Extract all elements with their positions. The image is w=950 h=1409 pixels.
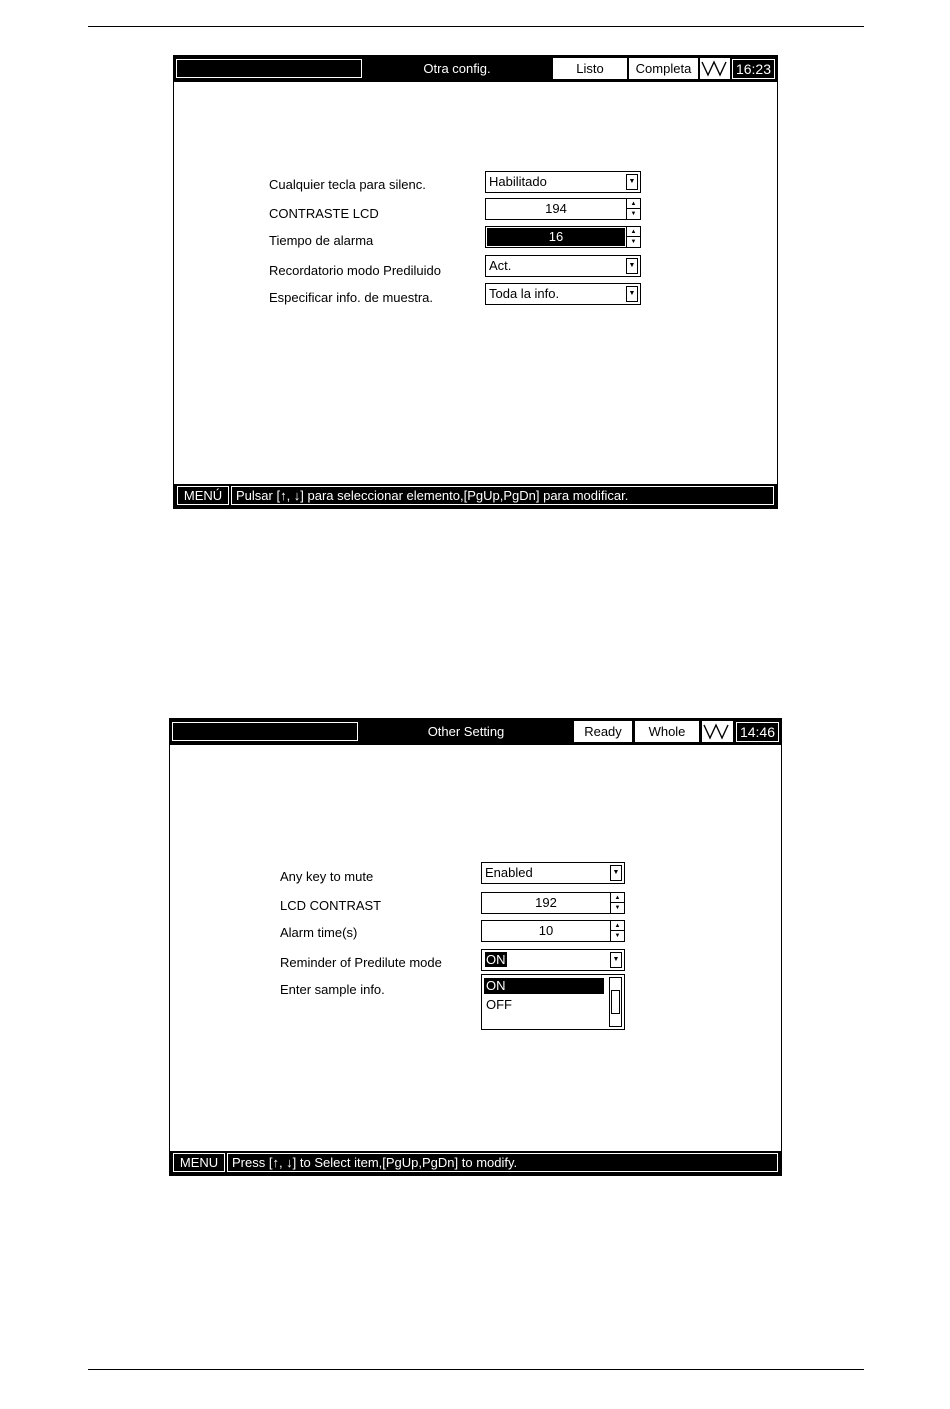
sample-info-select[interactable]: Toda la info. ▼ [485,283,641,305]
predilute-options-list[interactable] [481,974,625,1030]
label-predilute-reminder: Recordatorio modo Prediluido [269,263,441,278]
label-alarm-time: Tiempo de alarma [269,233,374,248]
label-any-key-mute: Any key to mute [280,869,374,884]
alarm-time-spinbox[interactable]: 16 ▲ ▼ [485,226,641,248]
predilute-reminder-select[interactable] [481,949,625,971]
label-lcd-contrast: CONTRASTE LCD [269,206,379,221]
page-top-rule [88,26,864,27]
hint-text: Press [↑, ↓] to Select item,[PgUp,PgDn] to modify. [227,1153,778,1172]
status-ready: Listo [553,58,627,79]
title-left-panel [176,59,362,78]
hint-text: Pulsar [↑, ↓] para seleccionar elemento,[PgUp,PgDn] para modificar. [231,486,774,505]
title-left-panel [172,722,358,741]
status-bar [170,1151,781,1175]
spin-buttons[interactable] [626,227,640,247]
any-key-mute-select[interactable]: Enabled ▼ [481,862,625,884]
screen-title: Other Setting [427,724,505,739]
label-sample-info: Especificar info. de muestra. [269,290,434,305]
status-mode: Whole [635,721,699,742]
dropdown-scrollbar[interactable] [609,977,622,1027]
label-sample-info: Enter sample info. [280,982,385,997]
screen-title: Otra config. [423,61,491,76]
label-alarm-time: Alarm time(s) [280,925,358,940]
lcd-contrast-spinbox[interactable]: 192 ▲ ▼ [481,892,625,914]
label-predilute-reminder: Reminder of Predilute mode [280,955,442,970]
arrow-up-icon[interactable]: ▲ [627,227,640,237]
settings-screen-spanish [173,55,778,509]
spin-buttons[interactable] [610,921,624,941]
chevron-down-icon[interactable]: ▼ [626,286,638,302]
menu-button[interactable]: MENU [173,1153,225,1172]
arrow-down-icon[interactable]: ▼ [614,933,621,939]
spin-buttons[interactable] [610,893,624,913]
arrow-down-icon[interactable]: ▼ [630,211,637,217]
any-key-mute-select[interactable]: Habilitado ▼ [485,171,641,193]
title-bar [170,719,781,745]
arrow-down-icon[interactable]: ▼ [630,239,637,245]
option-on[interactable]: ON [484,978,604,994]
scrollbar-thumb[interactable] [611,990,620,1014]
spin-buttons[interactable] [626,199,640,219]
clock: 16:23 [732,59,775,79]
chevron-down-icon[interactable]: ▼ [626,174,638,190]
selected-value: ON [486,952,506,967]
arrow-up-icon[interactable]: ▲ [627,199,640,209]
label-any-key-mute: Cualquier tecla para silenc. [269,177,426,192]
chevron-down-icon[interactable]: ▼ [626,258,638,274]
clock: 14:46 [736,722,779,742]
title-bar [174,56,777,82]
arrow-up-icon[interactable]: ▲ [611,893,624,903]
arrow-up-icon[interactable]: ▲ [611,921,624,931]
waveform-icon [702,721,733,742]
settings-screen-english [169,718,782,1176]
page-bottom-rule [88,1369,864,1370]
arrow-down-icon[interactable]: ▼ [614,905,621,911]
alarm-time-spinbox[interactable]: 10 ▲ ▼ [481,920,625,942]
lcd-contrast-spinbox[interactable]: 194 ▲ ▼ [485,198,641,220]
option-off[interactable]: OFF [486,997,512,1012]
status-mode: Completa [629,58,698,79]
waveform-icon [700,58,730,79]
menu-button[interactable]: MENÚ [177,486,229,505]
predilute-reminder-select[interactable]: Act. ▼ [485,255,641,277]
chevron-down-icon[interactable]: ▼ [610,952,622,968]
label-lcd-contrast: LCD CONTRAST [280,898,382,913]
status-ready: Ready [574,721,632,742]
chevron-down-icon[interactable]: ▼ [610,865,622,881]
status-bar [174,484,777,508]
